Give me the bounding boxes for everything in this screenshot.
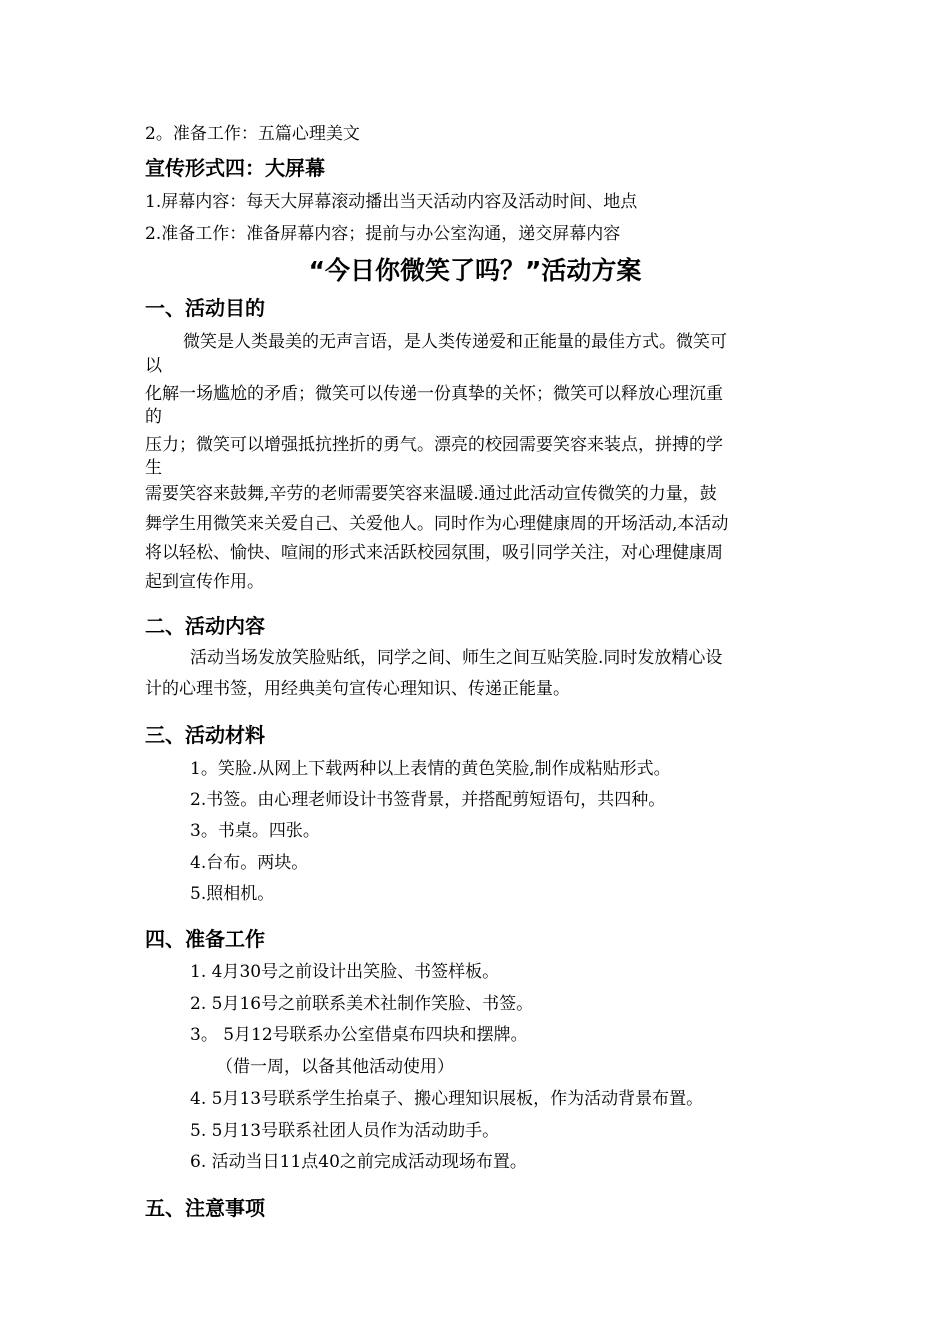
list-item: 2. 5月16号之前联系美术社制作笑脸、书签。: [190, 994, 534, 1014]
paragraph-line: 的: [145, 407, 162, 427]
list-item: 1。笑脸.从网上下载两种以上表情的黄色笑脸,制作成粘贴形式。: [190, 759, 671, 779]
paragraph-line: 微笑是人类最美的无声言语，是人类传递爱和正能量的最佳方式。微笑可: [183, 332, 727, 352]
section-heading-preparation: 四、准备工作: [145, 927, 265, 951]
list-item: 4. 5月13号联系学生抬桌子、搬心理知识展板，作为活动背景布置。: [190, 1089, 704, 1109]
list-item: 2.书签。由心理老师设计书签背景，并搭配剪短语句，共四种。: [190, 790, 666, 810]
prep-work-item: 2。准备工作：五篇心理美文: [145, 124, 360, 144]
screen-content-item: 1.屏幕内容：每天大屏幕滚动播出当天活动内容及活动时间、地点: [145, 192, 638, 212]
paragraph-line: 化解一场尴尬的矛盾；微笑可以传递一份真挚的关怀；微笑可以释放心理沉重: [145, 384, 723, 404]
section-heading-notes: 五、注意事项: [145, 1196, 265, 1220]
paragraph-line: 以: [145, 356, 162, 376]
list-item: 6. 活动当日11点40之前完成活动现场布置。: [190, 1152, 527, 1172]
paragraph-line: 压力；微笑可以增强抵抗挫折的勇气。漂亮的校园需要笑容来装点，拼搏的学: [145, 435, 723, 455]
paragraph-line: 需要笑容来鼓舞,辛劳的老师需要笑容来温暖.通过此活动宣传微笑的力量，鼓: [145, 484, 717, 504]
section-heading-materials: 三、活动材料: [145, 723, 265, 747]
list-item: 4.台布。两块。: [190, 853, 309, 873]
document-title: “今日你微笑了吗？”活动方案: [308, 256, 642, 285]
list-item: 3。书桌。四张。: [190, 821, 320, 841]
list-item: 3。 5月12号联系办公室借桌布四块和摆牌。: [190, 1025, 528, 1045]
list-item-note: （借一周，以备其他活动使用）: [216, 1057, 454, 1077]
section-heading-purpose: 一、活动目的: [145, 296, 265, 320]
paragraph-line: 舞学生用微笑来关爱自己、关爱他人。同时作为心理健康周的开场活动,本活动: [145, 514, 729, 534]
paragraph-line: 起到宣传作用。: [145, 572, 264, 592]
section-heading-big-screen: 宣传形式四：大屏幕: [145, 156, 325, 180]
section-heading-content: 二、活动内容: [145, 614, 265, 638]
paragraph-line: 生: [145, 458, 162, 478]
screen-prep-item: 2.准备工作：准备屏幕内容；提前与办公室沟通，递交屏幕内容: [145, 224, 621, 244]
list-item: 1. 4月30号之前设计出笑脸、书签样板。: [190, 962, 500, 982]
list-item: 5.照相机。: [190, 884, 275, 904]
list-item: 5. 5月13号联系社团人员作为活动助手。: [190, 1121, 500, 1141]
paragraph-line: 活动当场发放笑脸贴纸，同学之间、师生之间互贴笑脸.同时发放精心设: [190, 648, 723, 668]
paragraph-line: 计的心理书签，用经典美句宣传心理知识、传递正能量。: [145, 679, 570, 699]
paragraph-line: 将以轻松、愉快、喧闹的形式来活跃校园氛围，吸引同学关注，对心理健康周: [145, 543, 723, 563]
